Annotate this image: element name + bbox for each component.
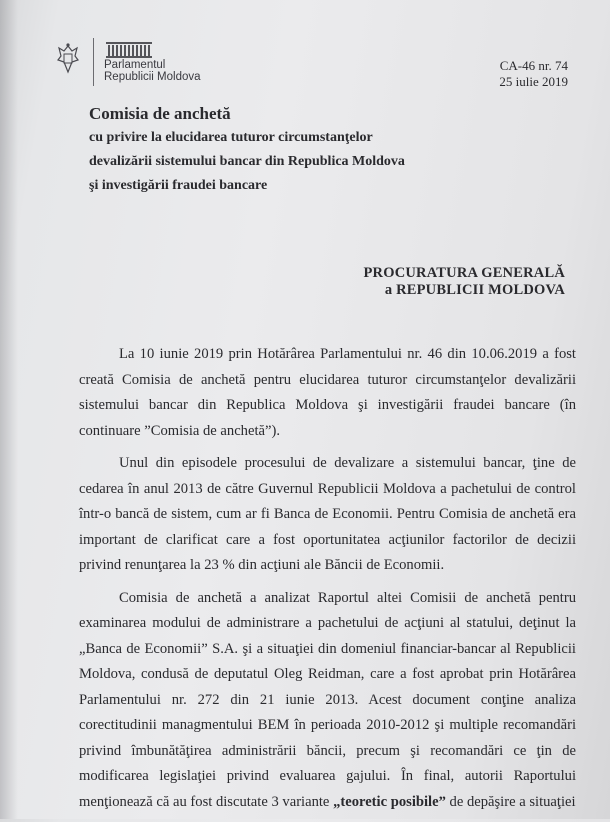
commission-line2: devalizării sistemului bancar din Republica Moldova	[89, 154, 405, 169]
paragraph-1: La 10 iunie 2019 prin Hotărârea Parlamentului nr. 46 din 10.06.2019 a fost creată Comisia de anchetă pentru elucidarea tuturor circumstanţelor devalizării sistemului bancar din Republica Moldova şi investigării fraudei bancare (în continuare ”Comisia de anchetă”).	[79, 346, 576, 439]
org-line1: Parlamentul	[104, 59, 166, 71]
commission-title: Comisia de anchetă	[89, 104, 231, 123]
addressee	[363, 265, 565, 299]
org-line2: Republicii Moldova	[104, 71, 201, 83]
document-reference	[499, 58, 568, 90]
commission-line1: cu privire la elucidarea tuturor circumstanţelor	[89, 130, 373, 145]
organization-name	[104, 59, 201, 83]
paragraph-3	[79, 586, 576, 816]
header-divider	[93, 38, 94, 86]
addressee-line2: a REPUBLICII MOLDOVA	[384, 282, 565, 298]
moldova-coat-of-arms-icon	[55, 42, 81, 76]
addressee-line1: PROCURATURA GENERALĂ	[363, 265, 565, 281]
paragraph-2: Unul din episodele procesului de devalizare a sistemului bancar, ţine de cedarea în anul 2013 de către Guvernul Republicii Moldova a pachetului de control într-o bancă de sistem, cum ar fi Banca de Economii. Pentru Comisia de anchetă era important de clarificat care a fost oportunitatea acţiunilor factorilor de decizii privind renunţarea la 23 % din acţiuni ale Băncii de Economii.	[79, 455, 576, 573]
commission-heading	[89, 103, 509, 197]
paragraph-3-text: Comisia de anchetă a analizat Raportul altei Comisii de anchetă pentru examinarea modului de administrare a pachetului de acţiuni al statului, deţinut la „Banca de Economii” S.A. şi a situaţiei din domeniul financiar-bancar al Republicii Moldova, condusă de deputatul Oleg Reidman, care a fost aprobat prin Hotărârea Parlamentului nr. 272 din 21 iunie 2013. Acest document conţine analiza corectitudinii managmentului BEM în perioada 2010-2012 şi multiple recomandări privind îmbunătăţirea administrării băncii, precum şi recomandări ce ţin de modificarea legislaţiei privind evaluarea gajului. În final, autorii Raportului menţionează că au fost discutate 3 variante	[79, 589, 576, 810]
parliament-building-icon	[105, 39, 153, 59]
page-edge-shadow	[0, 0, 18, 819]
paragraph-3-tail: de depăşire a situaţiei	[445, 793, 576, 810]
reference-number: CA-46 nr. 74	[499, 58, 568, 73]
commission-line3: şi investigării fraudei bancare	[89, 178, 268, 193]
paragraph-3-emphasis: „teoretic posibile”	[333, 793, 446, 810]
letter-body	[79, 342, 576, 822]
reference-date: 25 iulie 2019	[499, 74, 568, 89]
